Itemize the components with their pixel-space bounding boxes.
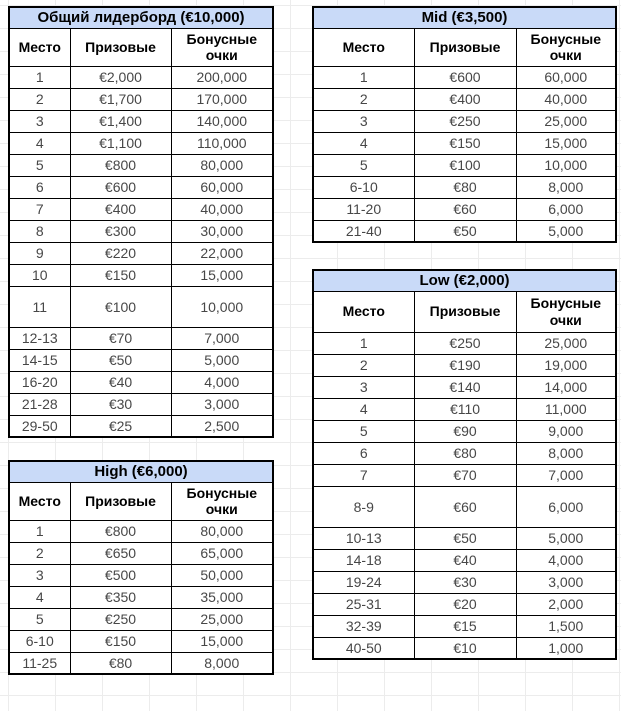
table-row — [313, 132, 616, 154]
cell-points: 30,000 — [171, 220, 273, 242]
table-row — [313, 220, 616, 242]
cell-prize: €100 — [70, 286, 171, 327]
table-row — [313, 154, 616, 176]
cell-points: 25,000 — [516, 110, 616, 132]
table-row — [313, 593, 616, 615]
table-row — [313, 376, 616, 398]
table-row — [9, 586, 273, 608]
column-header-prize: Призовые — [70, 28, 171, 66]
table-row — [9, 286, 273, 327]
table-row — [9, 242, 273, 264]
cell-place: 3 — [313, 376, 414, 398]
cell-place: 10-13 — [313, 527, 414, 549]
cell-prize: €70 — [414, 464, 516, 486]
cell-place: 21-28 — [9, 393, 70, 415]
cell-prize: €15 — [414, 615, 516, 637]
column-header-points: Бонусные очки — [171, 482, 273, 520]
table-row — [313, 615, 616, 637]
table-row — [9, 264, 273, 286]
cell-place: 1 — [9, 66, 70, 88]
cell-points: 6,000 — [516, 486, 616, 527]
cell-points: 7,000 — [516, 464, 616, 486]
cell-place: 4 — [313, 132, 414, 154]
cell-points: 1,500 — [516, 615, 616, 637]
cell-points: 15,000 — [171, 630, 273, 652]
cell-prize: €90 — [414, 420, 516, 442]
cell-prize: €150 — [70, 264, 171, 286]
cell-place: 7 — [9, 198, 70, 220]
cell-prize: €25 — [70, 415, 171, 437]
cell-place: 40-50 — [313, 637, 414, 659]
table-row — [313, 549, 616, 571]
cell-place: 6 — [313, 442, 414, 464]
cell-place: 3 — [9, 564, 70, 586]
column-header-place: Место — [9, 28, 70, 66]
cell-place: 1 — [313, 332, 414, 354]
cell-points: 80,000 — [171, 520, 273, 542]
cell-points: 19,000 — [516, 354, 616, 376]
cell-prize: €10 — [414, 637, 516, 659]
cell-points: 60,000 — [171, 176, 273, 198]
cell-place: 2 — [9, 542, 70, 564]
cell-points: 8,000 — [516, 176, 616, 198]
cell-prize: €20 — [414, 593, 516, 615]
table-title-row — [9, 461, 273, 482]
table-row — [9, 415, 273, 437]
cell-points: 10,000 — [516, 154, 616, 176]
table-title-overall: Общий лидерборд (€10,000) — [9, 7, 273, 28]
cell-prize: €60 — [414, 198, 516, 220]
column-header-place: Место — [313, 28, 414, 66]
cell-prize: €400 — [70, 198, 171, 220]
cell-prize: €110 — [414, 398, 516, 420]
cell-place: 4 — [313, 398, 414, 420]
table-row — [9, 220, 273, 242]
table-title-row — [313, 7, 616, 28]
table-header-row — [9, 28, 273, 66]
table-header-row — [313, 291, 616, 332]
cell-prize: €250 — [70, 608, 171, 630]
cell-place: 4 — [9, 586, 70, 608]
column-header-points: Бонусные очки — [516, 28, 616, 66]
leaderboard-table-high — [8, 460, 274, 675]
table-row — [313, 420, 616, 442]
cell-prize: €50 — [414, 220, 516, 242]
cell-place: 11 — [9, 286, 70, 327]
column-header-points: Бонусные очки — [171, 28, 273, 66]
cell-points: 8,000 — [171, 652, 273, 674]
cell-place: 2 — [9, 88, 70, 110]
cell-points: 4,000 — [171, 371, 273, 393]
table-title-high: High (€6,000) — [9, 461, 273, 482]
cell-points: 200,000 — [171, 66, 273, 88]
cell-points: 22,000 — [171, 242, 273, 264]
table-row — [9, 652, 273, 674]
cell-place: 6-10 — [313, 176, 414, 198]
cell-place: 4 — [9, 132, 70, 154]
cell-prize: €100 — [414, 154, 516, 176]
cell-points: 14,000 — [516, 376, 616, 398]
left-column — [8, 6, 272, 675]
table-row — [9, 154, 273, 176]
cell-points: 3,000 — [171, 393, 273, 415]
table-row — [313, 88, 616, 110]
table-row — [313, 637, 616, 659]
column-header-prize: Призовые — [414, 291, 516, 332]
table-row — [9, 349, 273, 371]
cell-points: 10,000 — [171, 286, 273, 327]
table-row — [9, 564, 273, 586]
cell-points: 60,000 — [516, 66, 616, 88]
cell-prize: €300 — [70, 220, 171, 242]
column-header-place: Место — [9, 482, 70, 520]
table-row — [313, 442, 616, 464]
cell-prize: €80 — [414, 176, 516, 198]
column-header-prize: Призовые — [70, 482, 171, 520]
table-body-mid — [313, 66, 616, 242]
cell-prize: €600 — [414, 66, 516, 88]
cell-prize: €50 — [70, 349, 171, 371]
table-row — [9, 630, 273, 652]
table-row — [9, 520, 273, 542]
table-body-low — [313, 332, 616, 659]
cell-place: 29-50 — [9, 415, 70, 437]
cell-prize: €500 — [70, 564, 171, 586]
cell-prize: €250 — [414, 332, 516, 354]
cell-place: 19-24 — [313, 571, 414, 593]
table-row — [9, 110, 273, 132]
table-header-row — [9, 482, 273, 520]
table-row — [9, 198, 273, 220]
cell-place: 1 — [313, 66, 414, 88]
cell-prize: €40 — [414, 549, 516, 571]
cell-points: 5,000 — [516, 527, 616, 549]
leaderboard-table-low — [312, 269, 617, 660]
table-row — [313, 66, 616, 88]
cell-points: 11,000 — [516, 398, 616, 420]
column-header-prize: Призовые — [414, 28, 516, 66]
leaderboard-table-mid — [312, 6, 617, 243]
table-row — [9, 542, 273, 564]
cell-points: 1,000 — [516, 637, 616, 659]
cell-prize: €40 — [70, 371, 171, 393]
table-title-row — [313, 270, 616, 291]
cell-points: 140,000 — [171, 110, 273, 132]
table-header-row — [313, 28, 616, 66]
table-title-mid: Mid (€3,500) — [313, 7, 616, 28]
cell-points: 4,000 — [516, 549, 616, 571]
table-title-row — [9, 7, 273, 28]
cell-place: 8-9 — [313, 486, 414, 527]
cell-place: 2 — [313, 88, 414, 110]
cell-place: 25-31 — [313, 593, 414, 615]
cell-points: 2,000 — [516, 593, 616, 615]
cell-points: 5,000 — [516, 220, 616, 242]
cell-prize: €800 — [70, 520, 171, 542]
cell-place: 1 — [9, 520, 70, 542]
cell-place: 12-13 — [9, 327, 70, 349]
table-row — [9, 608, 273, 630]
cell-place: 21-40 — [313, 220, 414, 242]
table-row — [9, 88, 273, 110]
leaderboard-table-overall — [8, 6, 274, 438]
cell-place: 32-39 — [313, 615, 414, 637]
cell-place: 14-18 — [313, 549, 414, 571]
cell-points: 80,000 — [171, 154, 273, 176]
table-title-low: Low (€2,000) — [313, 270, 616, 291]
cell-prize: €400 — [414, 88, 516, 110]
cell-place: 3 — [313, 110, 414, 132]
table-row — [313, 110, 616, 132]
table-row — [9, 176, 273, 198]
cell-place: 5 — [313, 154, 414, 176]
table-row — [9, 66, 273, 88]
cell-prize: €350 — [70, 586, 171, 608]
table-row — [313, 198, 616, 220]
cell-place: 5 — [9, 608, 70, 630]
cell-points: 3,000 — [516, 571, 616, 593]
cell-prize: €80 — [414, 442, 516, 464]
cell-prize: €2,000 — [70, 66, 171, 88]
cell-prize: €150 — [70, 630, 171, 652]
cell-points: 65,000 — [171, 542, 273, 564]
cell-points: 40,000 — [171, 198, 273, 220]
cell-points: 25,000 — [516, 332, 616, 354]
cell-points: 110,000 — [171, 132, 273, 154]
cell-place: 14-15 — [9, 349, 70, 371]
cell-place: 9 — [9, 242, 70, 264]
cell-prize: €30 — [70, 393, 171, 415]
right-column — [312, 6, 615, 660]
cell-points: 5,000 — [171, 349, 273, 371]
cell-place: 8 — [9, 220, 70, 242]
cell-place: 7 — [313, 464, 414, 486]
cell-prize: €150 — [414, 132, 516, 154]
cell-points: 25,000 — [171, 608, 273, 630]
cell-points: 50,000 — [171, 564, 273, 586]
cell-place: 11-25 — [9, 652, 70, 674]
table-row — [313, 464, 616, 486]
cell-points: 6,000 — [516, 198, 616, 220]
table-row — [9, 393, 273, 415]
cell-prize: €1,400 — [70, 110, 171, 132]
cell-prize: €1,100 — [70, 132, 171, 154]
table-row — [313, 571, 616, 593]
table-row — [9, 132, 273, 154]
cell-prize: €60 — [414, 486, 516, 527]
table-row — [313, 486, 616, 527]
column-header-points: Бонусные очки — [516, 291, 616, 332]
cell-prize: €30 — [414, 571, 516, 593]
table-row — [313, 527, 616, 549]
cell-points: 15,000 — [171, 264, 273, 286]
cell-points: 9,000 — [516, 420, 616, 442]
cell-place: 5 — [9, 154, 70, 176]
cell-place: 5 — [313, 420, 414, 442]
table-body-overall — [9, 66, 273, 437]
cell-prize: €220 — [70, 242, 171, 264]
cell-place: 3 — [9, 110, 70, 132]
cell-prize: €70 — [70, 327, 171, 349]
cell-prize: €800 — [70, 154, 171, 176]
table-row — [313, 398, 616, 420]
column-header-place: Место — [313, 291, 414, 332]
cell-points: 2,500 — [171, 415, 273, 437]
cell-place: 6 — [9, 176, 70, 198]
cell-prize: €50 — [414, 527, 516, 549]
cell-place: 10 — [9, 264, 70, 286]
cell-points: 35,000 — [171, 586, 273, 608]
cell-place: 6-10 — [9, 630, 70, 652]
cell-prize: €600 — [70, 176, 171, 198]
cell-points: 40,000 — [516, 88, 616, 110]
cell-points: 15,000 — [516, 132, 616, 154]
cell-place: 2 — [313, 354, 414, 376]
cell-place: 11-20 — [313, 198, 414, 220]
cell-points: 7,000 — [171, 327, 273, 349]
table-row — [313, 332, 616, 354]
cell-points: 8,000 — [516, 442, 616, 464]
cell-prize: €190 — [414, 354, 516, 376]
cell-prize: €1,700 — [70, 88, 171, 110]
cell-prize: €80 — [70, 652, 171, 674]
table-row — [9, 327, 273, 349]
table-row — [9, 371, 273, 393]
cell-prize: €650 — [70, 542, 171, 564]
table-row — [313, 176, 616, 198]
cell-prize: €250 — [414, 110, 516, 132]
cell-prize: €140 — [414, 376, 516, 398]
cell-points: 170,000 — [171, 88, 273, 110]
table-body-high — [9, 520, 273, 674]
cell-place: 16-20 — [9, 371, 70, 393]
table-row — [313, 354, 616, 376]
